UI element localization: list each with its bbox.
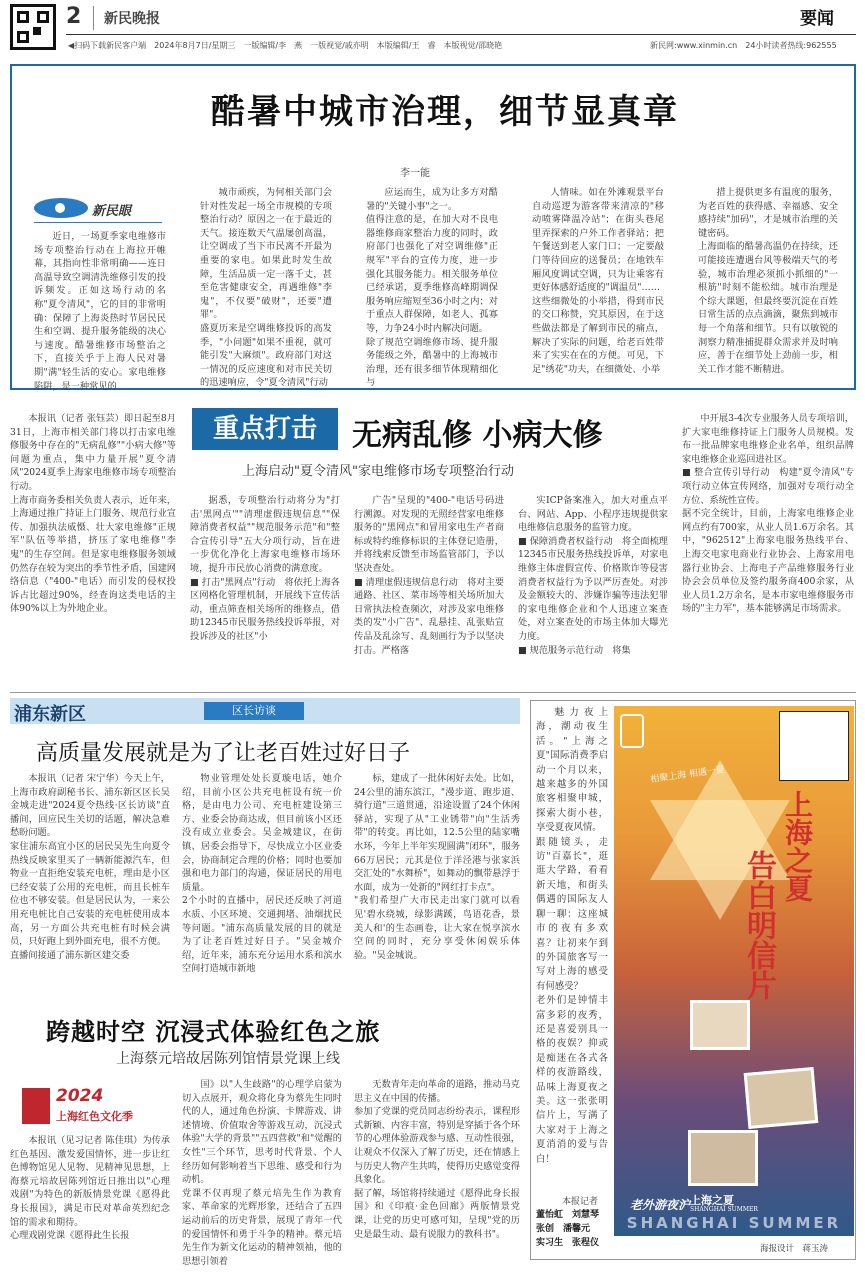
commentary-col-5: 措上提供更多有温度的服务，为老百姓的获得感、幸福感、安全感持续"加码"，才是城市治理的关键密码。 上海面临的酷暑高温仍在持续，还可能接连遭遇台风等极端天气的考验，城市治理必须抓小抓细的"一根筋"时刻不能松绌。城市治理是个综大课题，但最终要沉淀在百姓日常生活的点点滴滴，聚焦到城市每一个角落和细节。只有以敏锐的洞察力精准捕捉群众需求并及时响应，善于在细节处上劲前一步，相关工作才能不断精进。 — [698, 187, 838, 375]
commentary-byline: 李一能 — [400, 168, 430, 179]
poster-photo-3 — [688, 1130, 758, 1186]
poster-photo-1 — [690, 1000, 750, 1050]
qr-code — [10, 4, 56, 50]
masthead-divider — [93, 6, 94, 30]
feature-col-4: 实ICP备案准入，加大对重点平台、网站、App、小程序违规提供家电维修信息服务的监管力度。 ■ 保障消费者权益行动 将全面梳理12345市民服务热线投诉单，对家电维修主体虚假宣传、价格欺诈等侵害消费者权益行为予以严厉查处。对涉及金额较大的、涉嫌诈骗等违法犯罪的家电维修企业和个人迅速立案查处，对立案查处的市场主体加大曝光力度。 ■ 规范服务示范行动 将集 — [518, 495, 668, 656]
poster-brand: 上海之夏 — [690, 1194, 734, 1207]
commentary-col-3: 应运而生，成为让多方对酷暑的"关键小事"之一。 值得注意的是，在加大对不良电器维修商家整治力度的同时，政府部门也强化了对空调维修"正规军"平台的宣传力度，进一步强化其服务能力。相关服务单位已经承诺，夏季维修高峰期调保服务响应缩短至36小时之内；对于重点人群保障，如老人、孤寡等，力争24小时内解决问题。 除了规范空调维修市场、提升服务能级之外，酷暑中的上海城市治理，还有很多细节体现精细化与 — [366, 187, 498, 389]
redtour-headline: 跨越时空 沉浸式体验红色之旅 — [46, 1017, 381, 1046]
poster-banner: 相聚上海 相遇一夏 — [649, 764, 726, 786]
poster-bottom-slogan: 老外游夜沪 — [630, 1198, 691, 1212]
pudong-section-name: 浦东新区 — [14, 704, 86, 725]
feature-col-5: 中开展3-4次专业服务人员专项培训，扩大家电维修持证上门服务人员规模。发布一批品牌家电维修企业名单，组织品牌家电维修企业巡回进社区。 ■ 整合宣传引导行动 构建"夏令清风"专项行动立体宣传网络，加强对专项行动全方位、系统性宣传。 据不完全统计，目前，上海家电维修企业网点约有700家，从业人员1.6万余名。其中，"962512"上海家电服务热线平台、上海交电家电商业行业协会、上海家用电器行业协会、上海电子产品维修服务行业协会会员单位及签约服务商400余家，从业人员1.2万余名，是本市家电维修服务市场的"主力军"，基本能够满足市场需求。 — [682, 413, 854, 615]
pudong-col-3: 标，建成了一批休闲好去处。比如，24公里的浦东滨江，"漫步道、跑步道、骑行道"三道贯通，沿途设置了24个休闲驿站，实现了从"工业锈带"向"生活秀带"的转变。再比如，12.5公里的陆家嘴水环，今年上半年实现圆满"闭环"，服务66万居民；元其是位于洋泾港与张家浜交汇处的"水舞桥"，如舞动的飘带悬浮于水面，成为一处新的"网红打卡点"。 "我们希望广大市民走出家门就可以看见'碧水绕城，绿影满蹊，鸟语花香，景美人和'的生态画卷，让大家在悦享滨水空间的同时，充分享受休闲娱乐体验。"吴金城说。 — [354, 773, 520, 961]
poster-qr-code — [780, 712, 848, 780]
summer-reporters: 董怡虹 刘慧琴 张创 潘馨元 实习生 张程仪 — [536, 1210, 600, 1248]
page-number: 2 — [66, 4, 82, 29]
poster-title-1: 上海之夏 — [781, 790, 814, 902]
commentary-col-2: 城市顽疾，为何相关部门会针对性发起一场全市规模的专项整治行动？原因之一在于最近的天气。接连数天气温屡创高温，让空调成了当下市民离不开最为重要的家电。如果此时发生故障，生活品质一定一落千丈，甚至危害健康安全，再遇维修"李鬼"，不仅要"破财"，还要"遭罪"。 盛夏历来是空调维修投诉的高发季，"小问题"如果不重视，就可能引发"大麻烦"。政府部门对这一情况的反应速度和对市民关切的迅速响应，令"夏令清风"行动 — [200, 187, 332, 389]
summer-reporters-label: 本报记者 — [562, 1197, 599, 1207]
column-label-rule — [34, 222, 162, 223]
poster-photo-2 — [744, 1067, 819, 1129]
feature-tag: 重点打击 — [192, 408, 338, 450]
commentary-col-4: 人情味。如在外滩观景平台自动巡逻为游客带来清凉的"移动喷雾降温冷站"；在街头巷尾里弄探索的户外工作者驿站；把午餐送到老人家门口；一定要敲门等待回应的送餐员；在地铁车厢风度调试空调，只为让乘客有更好体感舒适度的"调温员"…… 这些细微处的小举措，得到市民的交口称赞，究其原因，在于这些做法都是了解到市民的痛点，解决了实际的问题，给老百姓带来了实实在在的方便。可见，下足"绣花"功夫，在细微处、小举 — [532, 187, 664, 375]
header-info-left: ◀扫码下载新民客户端 2024年8月7日/星期三 一版编辑/李 燕 一版视觉/戚亦明 本版编辑/王 睿 本版视觉/邵晓艳 — [68, 41, 503, 50]
feature-headline: 无病乱修 小病大修 — [352, 418, 603, 453]
eye-pupil-icon — [52, 200, 68, 216]
pudong-headline: 高质量发展就是为了让老百姓过好日子 — [36, 741, 411, 766]
flag-icon — [22, 1088, 50, 1124]
feature-subhead: 上海启动"夏令清风"家电维修市场专项整治行动 — [242, 464, 514, 479]
commentary-headline: 酷暑中城市治理，细节显真章 — [211, 92, 679, 132]
redtour-col-1: 本报讯（见习记者 陈佳琪）为传承红色基因、激发爱国情怀，进一步让红色博物馆见人见物、见精神见思想，上海蔡元培故居陈列馆近日推出以"心理戏剧"为特色的新版情景党课《愿得此身长报国》，满足市民对革命英烈纪念馆的需求和期待。 心理戏剧党课《愿得此生长报 — [10, 1135, 170, 1242]
pudong-col-1: 本报讯（记者 宋宁华）今天上午，上海市政府副秘书长、浦东新区区长吴金城走进"2024夏令热线·区长访谈"直播间，回应民生关切的话题，解决急难愁盼问题。 家住浦东高宜小区的居民吴先生向夏令热线反映家里买了一辆新能源汽车，但物业一直拒绝安装充电桩，理由是小区已经安装了公用的充电桩，而且长桩车位也不够安装。但是居民认为，一来公用充电桩比自己安装的充电桩使用成本高，另一方面公共充电桩有时候会满员，只好跑上到外面充电，很不方便。 直播间接通了浦东新区建交委 — [10, 773, 170, 961]
feature-divider — [10, 692, 856, 693]
summer-col-text: 魅力夜上海，潮动夜生活。"上海之夏"国际消费季启动一个月以来，越来越多的外国旅客相聚申城，探索大街小巷，享受夏夜风情。 跟随镜头，走访"百嘉长"，逛逛大学路，看看新天地，和街头偶遇的国际友人聊一聊：这座城市的夜有多欢喜？让初来乍到的外国旅客写一写对上海的感受有何感受？ 老外们是钟情丰富多彩的夜秀，还是喜爱别具一格的夜娱？抑或是痴迷在各式各样的夜游路线，品味上海夏夜之美。这一张张明信片上，写满了大家对于上海之夏消消的爱与告白！ — [536, 707, 608, 1165]
redtour-col-2: 国》以"人生歧路"的心理学启蒙为切入点展开，观众将化身为蔡先生同时代的人，通过角色扮演、卡牌游戏、讲述情境、价值取舍等游戏互动，沉浸式体验"大学的背景""五四营救"和"觉醒的女性"三个环节，思考时代背景、个人经历如何影响着当下思维、感受和行为动机。 党课不仅再现了蔡元培先生作为教育家、革命家的光辉形象，还结合了五四运动前后的历史背景，展现了青年一代的爱国情怀和勇于斗争的精神。蔡元培先生作为新文化运动的精神领袖，他的思想引领着 — [182, 1079, 342, 1267]
section-title: 要闻 — [800, 9, 834, 29]
redtour-subhead: 上海蔡元培故居陈列馆情景党课上线 — [116, 1051, 340, 1067]
header-rule — [66, 34, 856, 35]
poster-logo-icon — [620, 714, 644, 748]
feature-col-1: 本报讯（记者 张钰芸）即日起至8月31日，上海市相关部门将以打击家电维修服务中存在的"无病乱修""小病大修"等问题为重点，集中力量开展"夏令清风"2024夏季上海家电维修市场专项整治行动。 上海市商务委相关负责人表示，近年来，上海通过推广持证上门服务、规范行业宣传、加强执法威慑、壮大家电维修"正规军"队伍等举措，挤压了家电维修"李鬼"的生存空间。但是家电维修服务领域仍然存在较为突出的季节性矛盾，国建网络信息（"400-"电话）而引发的侵权投诉占比超过90%，经查询这类电话的主体90%以上为外地企业。 — [10, 413, 176, 615]
poster-credit: 海报设计 蒋玉涛 — [760, 1244, 829, 1254]
poster-footer: SHANGHAI SUMMER — [626, 1214, 842, 1232]
red-culture-logo: 2024 上海红色文化季 — [22, 1086, 152, 1128]
pudong-tag: 区长访谈 — [204, 702, 304, 720]
feature-col-2: 据悉，专项整治行动将分为"打击'黑网点'""清理虚假违规信息""保障消费者权益""规范服务示范"和"整合宣传引导"五大分项行动，旨在进一步优化净化上海家电维修市场环境，提升市民放心消费的满意度。 ■ 打击"黑网点"行动 将依托上海各区网格化管理机制，开展线下宣传活动，重点筛查相关场所的维修点，借助12345市民服务热线投诉举报，对投诉涉及的社区"小 — [190, 495, 340, 642]
paper-name: 新民晚报 — [104, 11, 160, 27]
header-info-right: 新民网:www.xinmin.cn 24小时读者热线:962555 — [650, 41, 837, 50]
commentary-col-1: 近日，一场夏季家电维修市场专项整治行动在上海拉开帷幕，其指向性非常明确——连日高温导致空调清洗维修引发的投诉频发。正如这场行动的名称"夏令清风"，它的目的非常明确：保障了上海炎热时节居民民生和空调、提升服务能级的决心与速度。酷暑维修市场整治之下，直接关乎于上海人民对暑期"满"轻生活的安心。家电维修陷阱，是一种常见的 — [34, 231, 166, 392]
redtour-col-3: 无数青年走向革命的道路，推动马克思主义在中国的传播。 参加了党课的党员同志纷纷表示，课程形式新颖、内容丰富，特别是穿插于各个环节的心理体验游戏参与感、互动性很强，让观众不仅深入了解了历史，还在情感上与历史人物产生共鸣，使得历史感觉变得具象化。 据了解，场馆将持续通过《愿得此身长报国》和《印痕·金色回廊》两版情景党课，让党的历史可感可知，呈现"党的历史是最生动、最有说服力的教科书"。 — [354, 1079, 520, 1240]
column-label: 新民眼 — [92, 204, 132, 219]
pudong-col-2: 物业管理处处长夏璇电话，她介绍，目前小区公共充电桩设有统一价格，是由电力公司、充电桩建设第三方、业委会协商达成，但目前该小区还没有成立业委会。吴金城建议，在街镇、居委会指导下，尽快成立小区业委会，协商制定合理的价格；同时也要加强和电力部门的沟通，保证居民的用电质量。 2个小时的直播中，居民还反映了河道水质、小区环境、交通拥堵、油烟扰民等问题。"浦东高质量发展的目的就是为了让老百姓过好日子。"吴金城介绍，近年来，浦东充分运用水系和滨水空间打造城市新地 — [182, 773, 342, 975]
poster-brand-en: SHANGHAI SUMMER — [690, 1206, 758, 1213]
feature-col-3: 广告"呈现的"400-"电话号码进行溯源。对发现的无照经营家电维修服务的"黑网点"和冒用家电生产者商标或特约维修标识的主体登记造册，并将线索反馈至市场监管部门，予以坚决查处。 ■ 清理虚假违规信息行动 将对主要通路、社区、菜市场等相关场所加大日常执法检查频次，对涉及家电维修类的发"小广告"、乱悬挂、乱张贴宣传品及乱涂写、乱刻画行为予以坚决打击。严格落 — [354, 495, 504, 656]
poster-title-2: 告白明信片 — [741, 850, 776, 1000]
